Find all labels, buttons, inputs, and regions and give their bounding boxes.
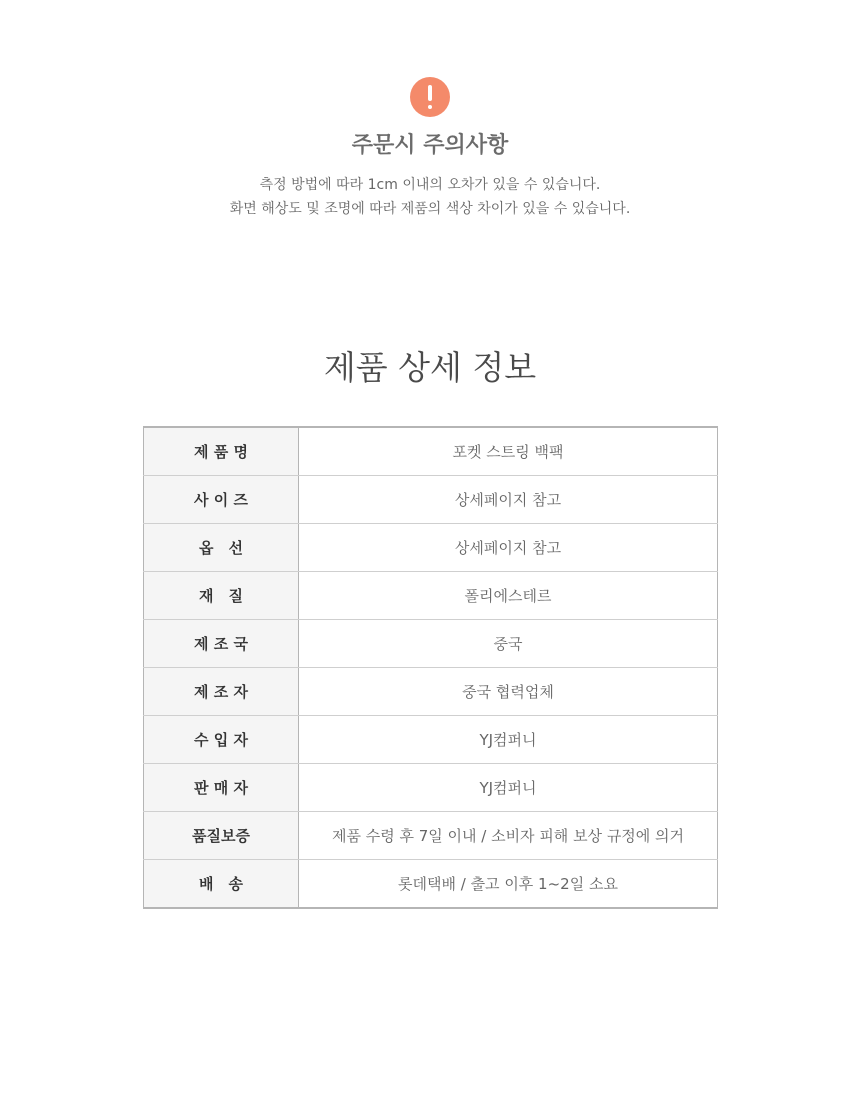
row-value: 상세페이지 참고 [299,476,718,524]
row-value: 중국 [299,620,718,668]
order-notice [0,77,860,221]
row-label: 사 이 즈 [144,476,299,524]
row-label: 배 송 [144,860,299,909]
notice-title: 주문시 주의사항 [351,133,509,158]
table-row [144,716,718,764]
row-label: 제 조 자 [144,668,299,716]
table-row [144,812,718,860]
row-label: 수 입 자 [144,716,299,764]
row-value: 롯데택배 / 출고 이후 1~2일 소요 [299,860,718,909]
row-value: YJ컴퍼니 [299,716,718,764]
row-value: 중국 협력업체 [299,668,718,716]
row-label: 옵 선 [144,524,299,572]
table-row [144,620,718,668]
section-title: 제품 상세 정보 [323,348,537,387]
row-label: 판 매 자 [144,764,299,812]
row-value: 폴리에스테르 [299,572,718,620]
row-value: 제품 수령 후 7일 이내 / 소비자 피해 보상 규정에 의거 [299,812,718,860]
product-details-table [143,426,718,909]
table-row [144,427,718,476]
table-row [144,524,718,572]
row-label: 품질보증 [144,812,299,860]
table-row [144,764,718,812]
table-row [144,668,718,716]
table-row [144,860,718,909]
row-value: 포켓 스트링 백팩 [299,427,718,476]
notice-text [0,173,860,221]
row-label: 제 조 국 [144,620,299,668]
notice-line: 화면 해상도 및 조명에 따라 제품의 색상 차이가 있을 수 있습니다. [229,201,631,217]
row-label: 제 품 명 [144,427,299,476]
notice-line: 측정 방법에 따라 1cm 이내의 오차가 있을 수 있습니다. [259,177,601,193]
table-row [144,572,718,620]
row-label: 재 질 [144,572,299,620]
row-value: YJ컴퍼니 [299,764,718,812]
exclamation-icon [410,77,450,117]
table-row [144,476,718,524]
row-value: 상세페이지 참고 [299,524,718,572]
